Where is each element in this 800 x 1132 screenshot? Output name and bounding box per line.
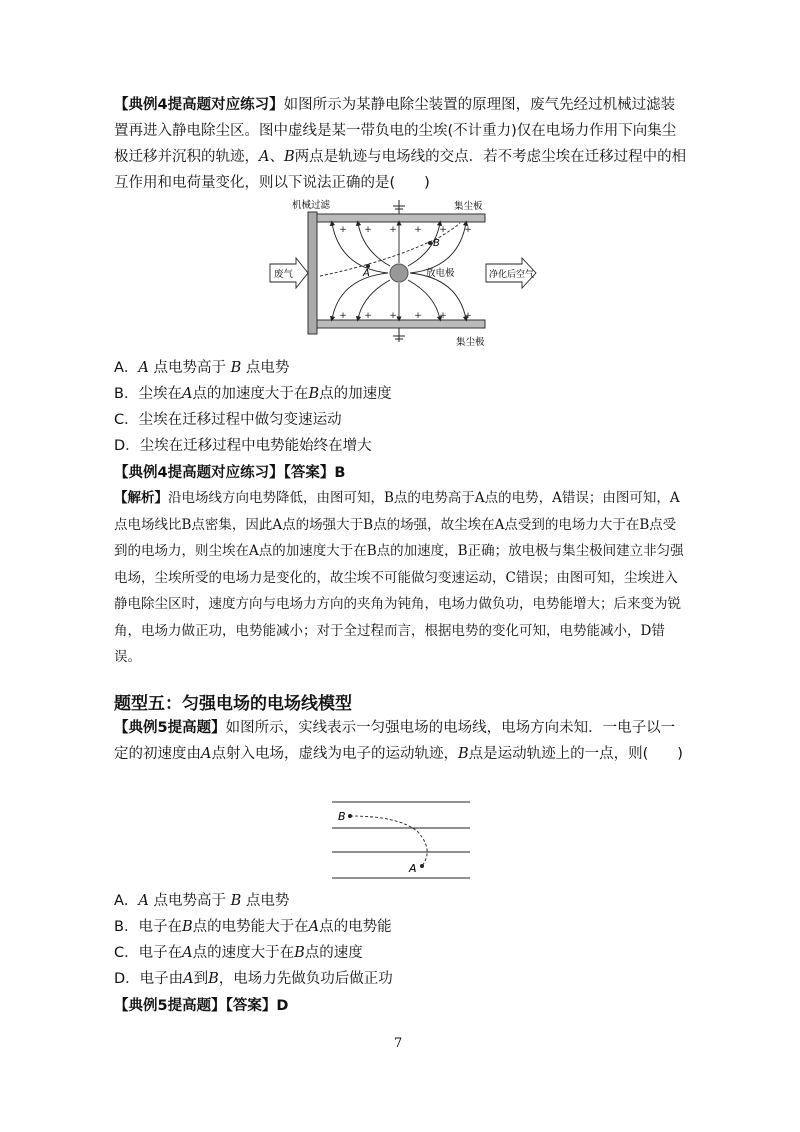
q5-option-c: C．电子在A点的速度大于在B点的速度 <box>114 945 363 961</box>
point-b-marker <box>428 241 432 245</box>
filter-wall <box>308 212 317 334</box>
q4-option-d: D．尘埃在迁移过程中电势能始终在增大 <box>114 438 372 454</box>
svg-text:+: + <box>464 311 472 321</box>
top-plate-label: 集尘板 <box>454 201 483 212</box>
svg-text:+: + <box>364 225 372 235</box>
question-5-tag: 【典例5提高题】 <box>114 720 226 736</box>
svg-text:净化后空气: 净化后空气 <box>489 270 535 280</box>
svg-text:+: + <box>464 225 472 235</box>
precipitator-diagram <box>268 196 540 350</box>
svg-text:+: + <box>339 225 347 235</box>
svg-text:废气: 废气 <box>274 269 294 280</box>
svg-text:+: + <box>439 225 447 235</box>
svg-text:+: + <box>414 311 422 321</box>
q4-option-c: C．尘埃在迁移过程中做匀变速运动 <box>114 412 342 428</box>
bottom-plate-label: 集尘极 <box>456 337 485 348</box>
q5-option-a: A．A 点电势高于 B 点电势 <box>114 893 290 909</box>
uniform-field-diagram <box>330 796 472 880</box>
electron-trajectory <box>350 816 427 866</box>
page-number: 7 <box>394 1036 403 1051</box>
q4-answer-line: 【典例4提高题对应练习】【答案】B <box>114 465 346 481</box>
section-5-heading: 题型五：匀强电场的电场线模型 <box>114 694 352 714</box>
discharge-electrode <box>390 264 408 282</box>
question-4-tag: 【典例4提高题对应练习】 <box>114 97 284 113</box>
top-collector-plate <box>317 214 485 222</box>
analysis-text: 沿电场线方向电势降低，由图可知，B点的电势高于A点的电势，A错误；由图可知，A点电场线比B点密集，因此A点的场强大于B点的场强，故尘埃在A点受到的电场力大于在B点受到的电场力，则尘埃在A点的加速度大于在B点的加速度，B正确；放电极与集尘极间建立非匀强电场，尘埃所受的电场力是变化的，故尘埃不可能做匀变速运动，C错误；由图可知，尘埃进入静电除尘区时，速度方向与电场力方向的夹角为钝角，电场力做负功，电势能增大；后来变为锐角，电场力做正功，电势能减小；对于全过程而言，根据电势的变化可知，电势能减小，D错误。 <box>114 490 684 665</box>
q4-analysis <box>114 485 688 671</box>
svg-text:+: + <box>439 311 447 321</box>
q4-option-b: B．尘埃在A点的加速度大于在B点的加速度 <box>114 386 392 402</box>
q5-option-d: D．电子由A到B，电场力先做负功后做正功 <box>114 971 393 987</box>
bottom-collector-plate <box>317 320 485 328</box>
svg-text:+: + <box>389 225 397 235</box>
q5-option-b: B．电子在B点的电势能大于在A点的电势能 <box>114 919 392 935</box>
svg-text:+: + <box>414 225 422 235</box>
point-b-label: B <box>433 238 440 249</box>
point-b-label: B <box>338 810 346 823</box>
svg-text:+: + <box>339 311 347 321</box>
point-a-label: A <box>409 862 417 875</box>
question-5-stem: 【典例5提高题】如图所示，实线表示一匀强电场的电场线，电场方向未知．一电子以一定的初速度由A点射入电场，虚线为电子的运动轨迹，B点是运动轨迹上的一点，则( ) <box>114 720 683 762</box>
discharge-label: 放电极 <box>426 268 455 279</box>
q4-option-a: A．A 点电势高于 B 点电势 <box>114 360 290 376</box>
svg-text:+: + <box>364 311 372 321</box>
question-4-stem: 【典例4提高题对应练习】如图所示为某静电除尘装置的原理图，废气先经过机械过滤装置再进入静电除尘区。图中虚线是某一带负电的尘埃(不计重力)仅在电场力作用下向集尘极迁移并沉积的轨迹，A、B两点是轨迹与电场线的交点．若不考虑尘埃在迁移过程中的相互作用和电荷量变化，则以下说法正确的是( ) <box>114 97 687 191</box>
q5-answer-line: 【典例5提高题】【答案】D <box>114 998 289 1014</box>
svg-text:+: + <box>389 311 397 321</box>
point-a-label: A <box>363 268 370 279</box>
analysis-tag: 【解析】 <box>114 490 168 506</box>
filter-label: 机械过滤 <box>292 200 331 211</box>
